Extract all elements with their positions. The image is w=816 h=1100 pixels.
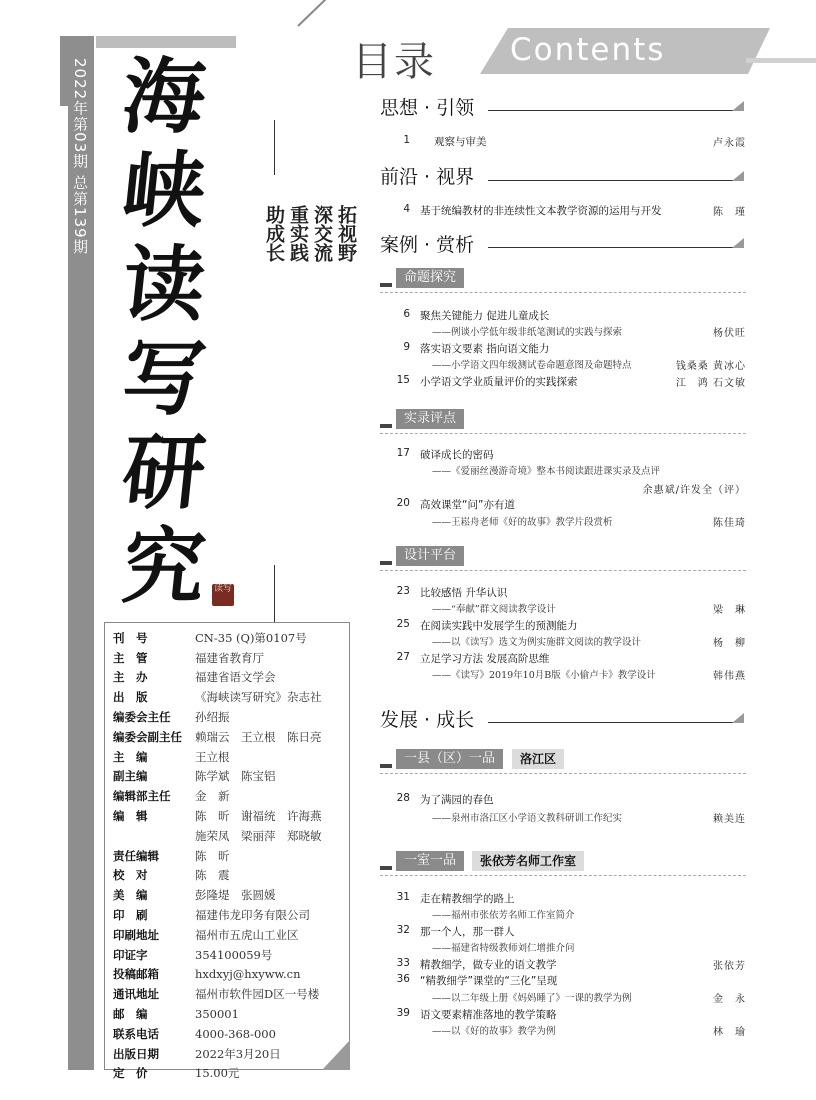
article-author: 钱桑桑 黄冰心 [675, 361, 746, 372]
masthead-row [113, 945, 322, 965]
masthead-label: 出 版 [113, 690, 148, 705]
page-title: 目录 [352, 39, 436, 85]
masthead-label: 副主编 [113, 769, 148, 784]
masthead-label: 编辑部主任 [113, 789, 171, 804]
article-title: 走在精教细学的路上 [420, 893, 515, 905]
tag-marker [380, 424, 392, 428]
masthead-value: 《海峡读写研究》杂志社 [195, 690, 322, 705]
masthead-row [113, 1024, 322, 1044]
masthead-table [113, 628, 322, 1083]
article-subtitle: ——《读写》2019年10月B版《小偷卢卡》教学设计 [432, 670, 656, 681]
article-subtitle: ——以二年级上册《妈妈睡了》一课的教学为例 [432, 993, 632, 1004]
section-rule-end [732, 713, 744, 723]
article-author: 林 瑜 [713, 1027, 746, 1038]
dashed-divider [380, 292, 746, 294]
masthead-label [113, 826, 195, 846]
article-author: 赖美连 [713, 814, 746, 825]
seal-stamp: 读写 [212, 584, 234, 606]
article-author: 余惠斌/许发全（评） [642, 485, 746, 496]
article-title: 聚焦关键能力 促进儿童成长 [420, 310, 550, 322]
article-title: 在阅读实践中发展学生的预测能力 [420, 620, 578, 632]
page-number: 4 [403, 203, 410, 215]
issue-info: 2022年第03期 总第139期 [71, 58, 89, 255]
tag-marker [380, 764, 392, 768]
masthead-value: 4000-368-000 [195, 1026, 276, 1041]
article-title: 观察与审美 [434, 136, 487, 148]
column-tag: 设计平台 [396, 546, 464, 566]
article-subtitle: ——以《读写》选文为例实施群文阅读的教学设计 [432, 637, 642, 648]
masthead-label: 责任编辑 [113, 848, 159, 863]
masthead-row [113, 1004, 322, 1024]
article-subtitle: ——“奉献”群文阅读教学设计 [432, 604, 556, 615]
article-title: 那一个人，那一群人 [420, 926, 515, 938]
column-tag: 命题探究 [396, 268, 464, 288]
masthead-row [113, 925, 322, 945]
article-subtitle: ——例谈小学低年级非纸笔测试的实践与探索 [432, 327, 623, 338]
masthead-row [113, 846, 322, 866]
header-slash [297, 0, 344, 27]
page-number: 31 [396, 891, 410, 903]
section-title: 发展 · 成长 [380, 709, 475, 731]
masthead-label: 编委会副主任 [113, 729, 182, 744]
article-title: 小学语文学业质量评价的实践探索 [420, 376, 578, 388]
article-author: 韩伟燕 [713, 671, 746, 682]
page-number: 25 [396, 618, 410, 630]
section-rule [488, 247, 744, 248]
magazine-name-char: 写 [117, 331, 211, 427]
magazine-name-char: 峡 [117, 143, 211, 239]
article-author: 杨伏旺 [713, 328, 746, 339]
masthead-row [113, 707, 322, 727]
masthead-row [113, 668, 322, 688]
left-bar-notch [60, 36, 68, 106]
article-title: 语文要素精准落地的教学策略 [420, 1009, 557, 1021]
masthead-label: 投稿邮箱 [113, 967, 159, 982]
masthead-row [113, 727, 322, 747]
masthead-row [113, 984, 322, 1004]
masthead-value: 陈学斌 陈宝铝 [195, 769, 276, 784]
masthead-value: 福州市软件园D区一号楼 [195, 987, 320, 1002]
article-subtitle: ——泉州市洛江区小学语文教科研训工作纪实 [432, 813, 623, 824]
masthead-label: 邮 编 [113, 1007, 148, 1022]
masthead-label: 编委会主任 [113, 710, 171, 725]
section-rule-end [732, 238, 744, 248]
section-rule-end [732, 101, 744, 111]
page-number: 36 [396, 973, 410, 985]
masthead-row [113, 905, 322, 925]
article-subtitle: ——福建省特级教师刘仁增推介问 [432, 943, 575, 954]
page-number: 23 [396, 585, 410, 597]
masthead-label: 通讯地址 [113, 987, 159, 1002]
page-number: 20 [396, 497, 410, 509]
masthead-value: 陈 昕 谢福统 许海燕 [195, 809, 322, 824]
masthead-row [113, 767, 322, 787]
tag-marker [380, 866, 392, 870]
section-title: 案例 · 赏析 [380, 234, 475, 256]
masthead-value: 福州市五虎山工业区 [195, 927, 299, 942]
divider-line [274, 565, 275, 623]
article-subtitle: ——以《好的故事》教学为例 [432, 1026, 556, 1037]
page-number: 6 [403, 308, 410, 320]
column-tag: 一室一品 [396, 851, 464, 871]
article-title: “精教细学”课堂的“三化”呈现 [420, 975, 558, 987]
column-tag-studio: 张依芳名师工作室 [472, 851, 584, 871]
article-subtitle: ——王崧舟老师《好的故事》教学片段赏析 [432, 517, 613, 528]
article-title: 立足学习方法 发展高阶思维 [420, 653, 550, 665]
article-subtitle: ——《爱丽丝漫游奇境》整本书阅读跟进课实录及点评 [432, 466, 661, 477]
article-title: 高效课堂“问”亦有道 [420, 499, 515, 511]
masthead-value: 2022年3月20日 [195, 1046, 281, 1061]
masthead-row [113, 786, 322, 806]
masthead-value: 金 新 [195, 789, 230, 804]
masthead-row [113, 747, 322, 767]
masthead-value: 孙绍振 [195, 710, 230, 725]
masthead-row [113, 806, 322, 826]
masthead-label: 校 对 [113, 868, 148, 883]
header-line [746, 58, 816, 63]
masthead-value: 陈 昕 [195, 848, 230, 863]
article-subtitle: ——福州市张依芳名师工作室简介 [432, 910, 575, 921]
masthead-label: 联系电话 [113, 1026, 159, 1041]
article-author: 金 永 [713, 994, 746, 1005]
article-title: 基于统编教材的非连续性文本教学资源的运用与开发 [420, 205, 662, 217]
masthead-row [113, 866, 322, 886]
page-number: 15 [396, 374, 410, 386]
masthead-row [113, 1044, 322, 1064]
article-author: 陈佳琦 [713, 518, 746, 529]
tag-marker [380, 283, 392, 287]
magazine-name-char: 读 [117, 237, 211, 333]
masthead-value: 王立根 [195, 749, 230, 764]
slogan-phrase: 助成长 [263, 205, 285, 262]
column-tag: 实录评点 [396, 409, 464, 429]
masthead-value: CN-35 (Q)第0107号 [195, 630, 307, 645]
section-rule [488, 722, 744, 723]
masthead-label: 印刷地址 [113, 927, 159, 942]
magazine-name-char: 海 [117, 49, 211, 145]
page-number: 17 [396, 447, 410, 459]
tag-marker [380, 561, 392, 565]
section-rule [488, 110, 744, 111]
masthead-value: 350001 [195, 1007, 239, 1022]
magazine-name-char: 研 [117, 425, 211, 521]
page-number: 9 [403, 341, 410, 353]
masthead-row [113, 648, 322, 668]
masthead-value: 彭隆堤 张圆媛 [195, 888, 276, 903]
masthead-value: 福建伟龙印务有限公司 [195, 908, 310, 923]
section-title: 前沿 · 视界 [380, 166, 475, 188]
article-title: 破译成长的密码 [420, 449, 494, 461]
section-title: 思想 · 引领 [380, 97, 475, 119]
masthead-value: 15.00元 [195, 1066, 240, 1081]
masthead-label: 编 辑 [113, 809, 148, 824]
masthead-row [113, 687, 322, 707]
column-tag: 一县（区）一品 [396, 749, 503, 769]
masthead-row [113, 965, 322, 985]
slogan-phrase: 深交流 [311, 205, 333, 262]
section-rule [488, 180, 744, 181]
article-author: 梁 琳 [713, 605, 746, 616]
masthead-value: 施荣凤 梁丽萍 郑晓敏 [195, 828, 322, 843]
masthead-value: hxdxyj@hxyww.cn [195, 967, 301, 982]
article-title: 比较感悟 升华认识 [420, 587, 508, 599]
masthead-label: 主 管 [113, 650, 148, 665]
slogan-phrase: 拓视野 [335, 205, 357, 262]
page-number: 28 [396, 792, 410, 804]
masthead-label: 刊 号 [113, 630, 148, 645]
masthead-row [113, 1064, 322, 1084]
dashed-divider [380, 570, 746, 572]
masthead-row [113, 826, 322, 846]
dashed-divider [380, 773, 746, 775]
masthead-value: 福建省语文学会 [195, 670, 276, 685]
page-number: 33 [396, 957, 410, 969]
masthead-value: 福建省教育厅 [195, 650, 264, 665]
masthead-label: 印 刷 [113, 908, 148, 923]
divider-line [274, 120, 275, 175]
dashed-divider [380, 875, 746, 877]
article-title: 落实语文要素 指向语文能力 [420, 343, 550, 355]
magazine-name-char: 究 [117, 519, 211, 615]
slogan [262, 205, 358, 276]
masthead-label: 主 编 [113, 749, 148, 764]
page-number: 32 [396, 924, 410, 936]
masthead-value: 陈 震 [195, 868, 230, 883]
magazine-name [104, 50, 224, 614]
article-author: 张依芳 [713, 961, 746, 972]
dashed-divider [380, 433, 746, 435]
section-rule-end [732, 171, 744, 181]
article-title: 精教细学，做专业的语文教学 [420, 959, 557, 971]
page-number: 39 [396, 1007, 410, 1019]
masthead-row [113, 628, 322, 648]
article-author: 杨 柳 [713, 638, 746, 649]
article-author: 江 鸿 石文敏 [675, 378, 746, 389]
article-subtitle: ——小学语文四年级测试卷命题意图及命题特点 [432, 360, 632, 371]
article-title: 为了满园的春色 [420, 794, 494, 806]
masthead-value: 赖瑞云 王立根 陈日亮 [195, 729, 322, 744]
article-author: 卢永霞 [713, 138, 746, 149]
masthead-label: 美 编 [113, 888, 148, 903]
page-number: 1 [403, 134, 410, 146]
masthead-value: 354100059号 [195, 947, 273, 962]
masthead-label: 印证字 [113, 947, 148, 962]
masthead-label: 主 办 [113, 670, 148, 685]
corner-triangle [322, 1040, 350, 1070]
page-number: 27 [396, 651, 410, 663]
masthead-info-box [104, 622, 350, 1081]
article-author: 陈 瑾 [713, 207, 746, 218]
masthead-row [113, 885, 322, 905]
masthead-label: 定 价 [113, 1066, 148, 1081]
column-tag-region: 洛江区 [512, 749, 564, 769]
masthead-label: 出版日期 [113, 1046, 159, 1061]
cover-frame-top [96, 36, 236, 48]
page-title-english: Contents [510, 32, 666, 68]
slogan-phrase: 重实践 [287, 205, 309, 262]
